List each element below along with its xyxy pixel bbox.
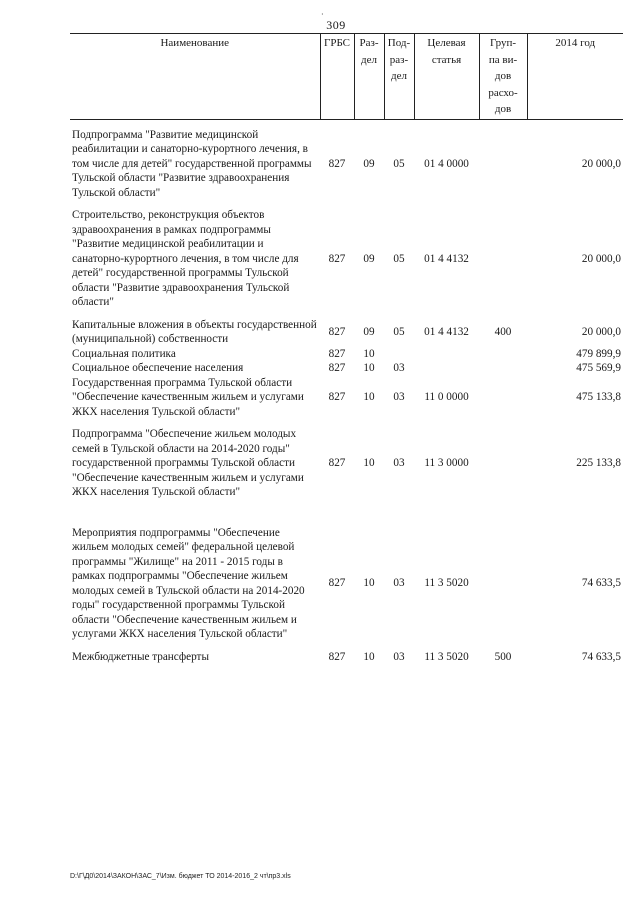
row-amount: 225 133,8: [576, 457, 621, 469]
row-podrazdel: 03: [393, 577, 405, 590]
row-amount: 74 633,5: [581, 577, 621, 590]
table-row: [70, 128, 623, 201]
table-row: [70, 376, 623, 420]
row-group: [479, 526, 527, 642]
row-grbs: 827: [328, 362, 346, 374]
row-article: 11 3 0000: [424, 457, 469, 469]
row-amount: 74 633,5: [581, 650, 621, 663]
row-grbs: 827: [328, 325, 346, 338]
row-article: 11 3 5020: [424, 650, 469, 663]
row-grbs: 827: [328, 577, 346, 590]
row-podrazdel: 03: [393, 457, 405, 469]
row-podrazdel: 05: [393, 252, 405, 265]
row-amount: 20 000,0: [581, 157, 621, 170]
header-year: 2014 год: [527, 34, 623, 120]
row-amount: 475 569,9: [576, 362, 621, 374]
file-path-footer: D:\Г\Д0\2014\ЗАКОН\ЗАС_7\Изм. бюджет ТО 2014-2016_2 чт\пр3.xls: [70, 873, 291, 880]
row-grbs: 827: [328, 650, 346, 663]
table-row: [70, 318, 623, 347]
row-group: 400: [494, 325, 512, 338]
row-grbs: 827: [328, 157, 346, 170]
row-amount: 479 899,9: [576, 347, 621, 360]
row-group: 500: [494, 650, 512, 663]
row-razdel: 10: [363, 457, 375, 469]
header-article: Целевая статья: [414, 34, 479, 120]
row-group: [479, 427, 527, 500]
table-row: [70, 361, 623, 376]
row-name: Государственная программа Тульской области "Обеспечение качественным жильем и услугами ЖКХ населения Тульской области": [72, 376, 304, 418]
row-name: Подпрограмма "Обеспечение жильем молодых семей в Тульской области на 2014-2020 годы" государственной программы Тульской области "Обеспечение качественным жильем и услугами ЖКХ населения Тульской области": [72, 428, 304, 498]
row-grbs: 827: [328, 391, 346, 403]
row-podrazdel: 03: [393, 650, 405, 663]
row-podrazdel: 03: [393, 391, 405, 403]
header-podrazdel: Под- раз- дел: [384, 34, 414, 120]
row-podrazdel: [384, 347, 414, 362]
row-group: [479, 361, 527, 376]
table-row: [70, 526, 623, 642]
row-name: Подпрограмма "Развитие медицинской реабилитации и санаторно-курортного лечения, в том числе для детей" государственной программы Тульской области "Развитие здравоохранения Тульской области": [72, 128, 312, 199]
speck: ·: [321, 10, 324, 19]
row-article: [414, 361, 479, 376]
row-article: 11 3 5020: [424, 577, 469, 590]
table-row: [70, 347, 623, 362]
row-article: 01 4 0000: [424, 157, 469, 170]
row-name: Мероприятия подпрограммы "Обеспечение жильем молодых семей" федеральной целевой программы "Жилище" на 2011 - 2015 годы в рамках подпрограммы "Обеспечение жильем молодых семей в Тульской области на 2014-2020 годы" государственной программы Тульской области "Обеспечение качественным жильем и услугами ЖКХ населения Тульской области": [72, 526, 305, 640]
budget-table: [70, 33, 623, 664]
header-name: Наименование: [70, 34, 320, 120]
row-article: 11 0 0000: [424, 391, 469, 403]
row-amount: 475 133,8: [576, 391, 621, 403]
row-group: [479, 208, 527, 310]
row-grbs: 827: [328, 457, 346, 469]
page-number: 309: [326, 18, 346, 32]
row-name: Социальное обеспечение населения: [72, 362, 244, 374]
table-row: [70, 427, 623, 500]
row-article: 01 4 4132: [424, 252, 469, 265]
row-group: [479, 347, 527, 362]
row-razdel: 10: [363, 577, 375, 590]
row-razdel: 10: [363, 347, 375, 360]
row-razdel: 09: [363, 157, 375, 170]
table-header-row: [70, 34, 623, 120]
row-razdel: 09: [363, 325, 375, 338]
row-name: Межбюджетные трансферты: [72, 650, 209, 663]
row-group: [479, 128, 527, 201]
row-amount: 20 000,0: [581, 252, 621, 265]
row-razdel: 10: [363, 362, 375, 374]
row-grbs: 827: [328, 252, 346, 265]
row-article: 01 4 4132: [424, 325, 469, 338]
row-podrazdel: 05: [393, 325, 405, 338]
row-group: [479, 376, 527, 420]
header-razdel: Раз- дел: [354, 34, 384, 120]
table-row: [70, 650, 623, 665]
row-article: [414, 347, 479, 362]
row-name: Социальная политика: [72, 347, 176, 360]
header-grbs: ГРБС: [320, 34, 354, 120]
row-razdel: 10: [363, 391, 375, 403]
row-razdel: 09: [363, 252, 375, 265]
row-name: Капитальные вложения в объекты государственной (муниципальной) собственности: [72, 318, 317, 345]
row-grbs: 827: [328, 347, 346, 360]
row-amount: 20 000,0: [581, 325, 621, 338]
row-name: Строительство, реконструкция объектов здравоохранения в рамках подпрограммы "Развитие медицинской реабилитации и санаторно-курортного лечения, в том числе для детей" государственной программы Тульской области "Развитие здравоохранения Тульской области": [72, 209, 299, 308]
table-row: [70, 208, 623, 310]
row-razdel: 10: [363, 650, 375, 663]
header-group: Груп- па ви- дов расхо- дов: [479, 34, 527, 120]
row-podrazdel: 05: [393, 157, 405, 170]
row-podrazdel: 03: [393, 362, 405, 374]
